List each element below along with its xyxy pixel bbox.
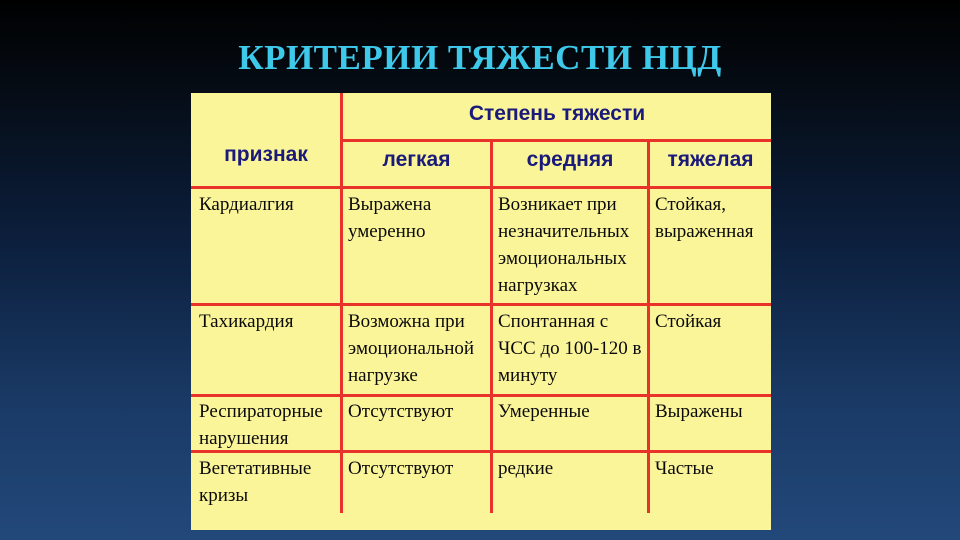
header-sign: признак <box>224 143 308 166</box>
header-level-severe: тяжелая <box>667 148 754 171</box>
grid-line-horizontal-row2 <box>191 394 771 397</box>
grid-line-vertical-2 <box>490 141 493 513</box>
row-1-severe: Стойкая, выраженная <box>655 194 754 242</box>
row-3-mild: Отсутствуют <box>348 401 454 422</box>
header-severity: Степень тяжести <box>468 102 646 125</box>
header-level-moderate: средняя <box>526 148 614 171</box>
row-3-moderate: Умеренные <box>498 401 590 422</box>
grid-line-horizontal-row1 <box>191 303 771 306</box>
row-1-moderate: Возникает при незначительных эмоциональных нагрузках <box>498 194 630 296</box>
row-3-severe: Выражены <box>655 401 743 422</box>
grid-line-horizontal-header <box>191 186 771 189</box>
severity-criteria-table <box>191 93 771 530</box>
row-4-moderate: редкие <box>498 458 554 479</box>
row-2-mild: Возможна при эмоциональной нагрузке <box>348 311 475 386</box>
row-2-severe: Стойкая <box>655 311 722 332</box>
row-2-sign: Тахикардия <box>199 311 294 332</box>
grid-line-vertical-3 <box>647 141 650 513</box>
row-4-mild: Отсутствуют <box>348 458 454 479</box>
header-level-mild: легкая <box>382 148 451 171</box>
row-1-mild: Выражена умеренно <box>348 194 432 242</box>
row-4-sign: Вегетативные кризы <box>199 458 312 506</box>
row-4-severe: Частые <box>655 458 714 479</box>
row-1-sign: Кардиалгия <box>199 194 294 215</box>
grid-line-horizontal-subheader <box>343 139 771 142</box>
row-2-moderate: Спонтанная с ЧСС до 100-120 в минуту <box>498 311 642 386</box>
slide-title: КРИТЕРИИ ТЯЖЕСТИ НЦД <box>238 38 722 77</box>
row-3-sign: Респираторные нарушения <box>199 401 323 449</box>
